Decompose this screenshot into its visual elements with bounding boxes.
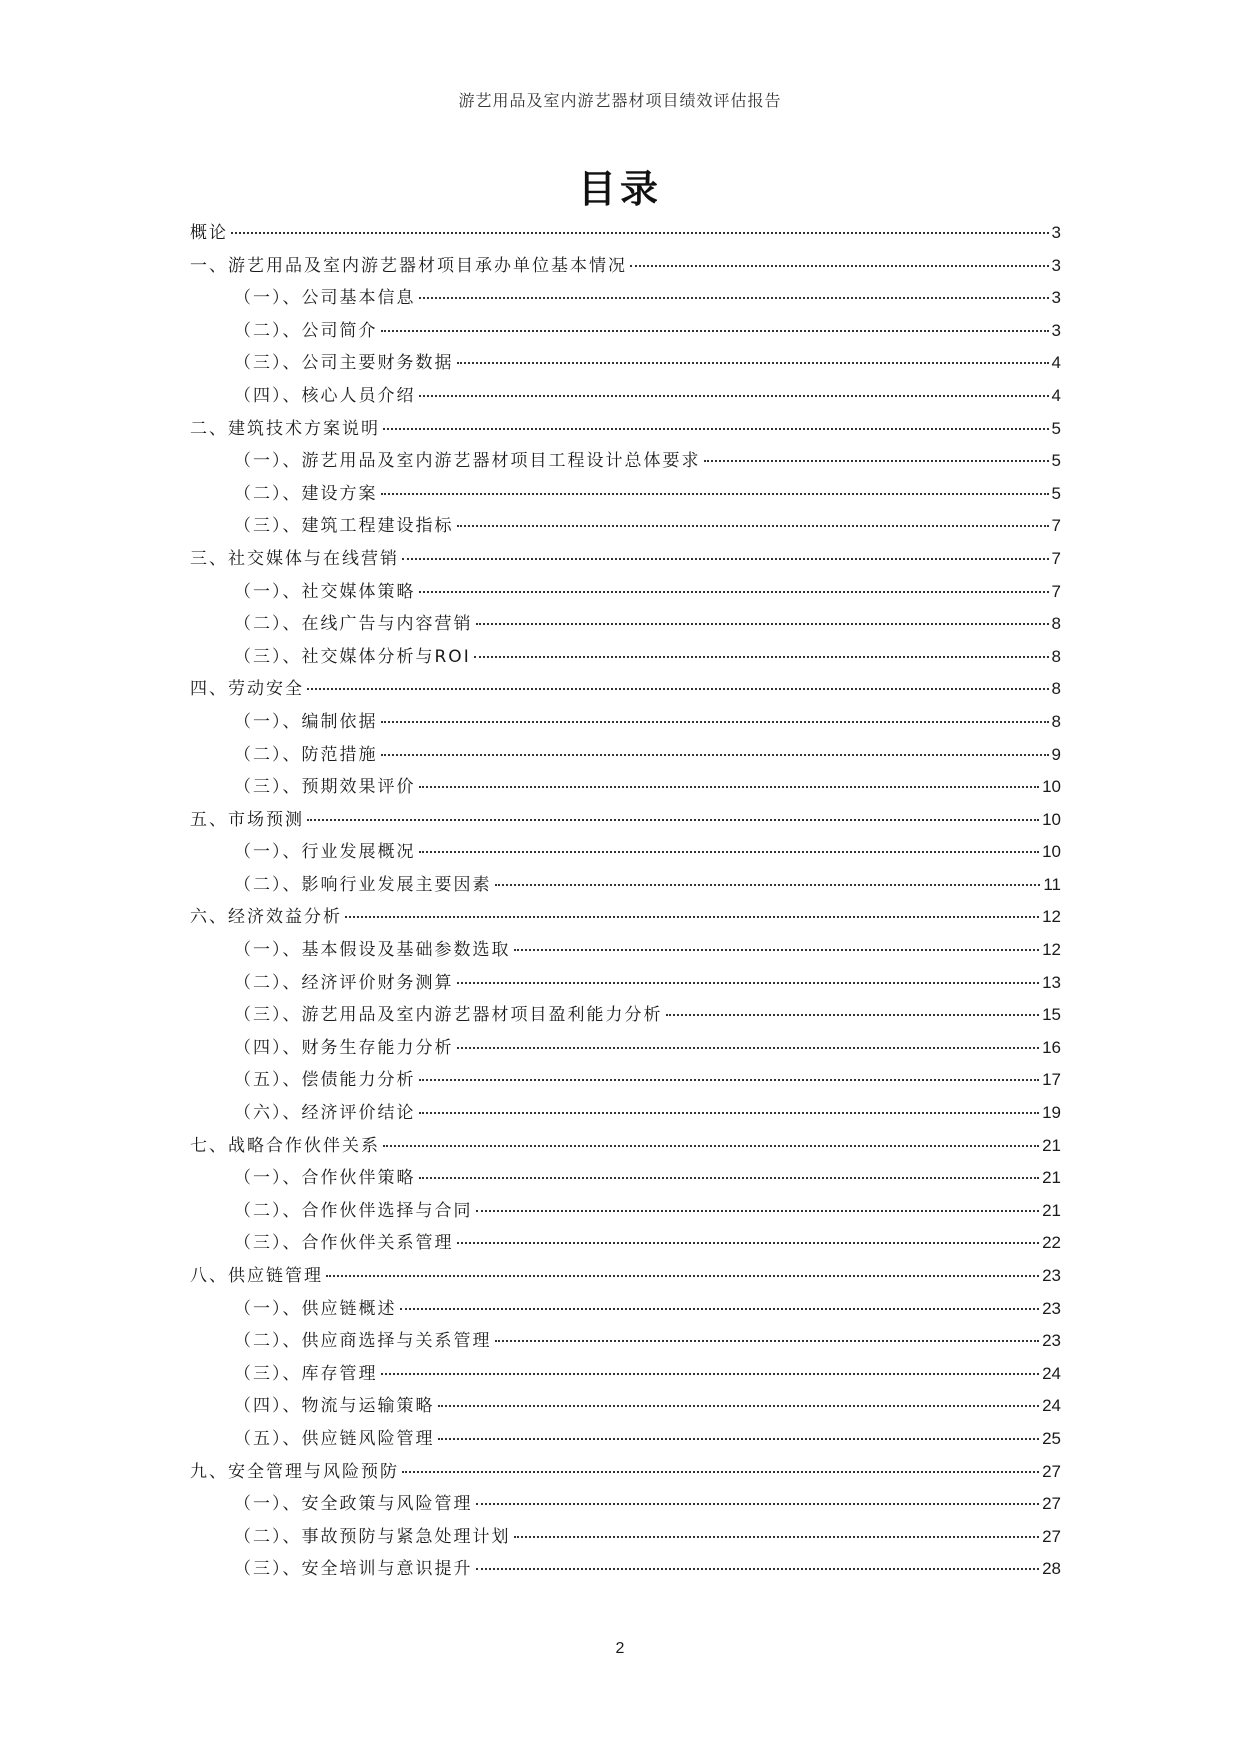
toc-entry-label: （二）、影响行业发展主要因素 bbox=[234, 874, 492, 895]
toc-entry-label: 八、供应链管理 bbox=[190, 1266, 323, 1286]
toc-entry-label: （二）、防范措施 bbox=[234, 744, 378, 765]
dot-leader bbox=[381, 330, 1049, 332]
dot-leader bbox=[326, 1275, 1039, 1277]
toc-entry-page: 5 bbox=[1051, 451, 1061, 471]
toc-entry-label: （三）、公司主要财务数据 bbox=[234, 353, 454, 374]
toc-entry-label: （四）、核心人员介绍 bbox=[234, 385, 416, 406]
toc-entry-label: （一）、安全政策与风险管理 bbox=[234, 1494, 473, 1515]
toc-entry-page: 4 bbox=[1051, 353, 1061, 373]
toc-subentry[interactable] bbox=[190, 1228, 1061, 1261]
toc-entry-page: 17 bbox=[1042, 1070, 1061, 1090]
toc-entry-label: （三）、建筑工程建设指标 bbox=[234, 516, 454, 537]
toc-entry-label: （三）、库存管理 bbox=[234, 1363, 378, 1384]
toc-entry-page: 8 bbox=[1051, 711, 1061, 731]
toc-entry[interactable] bbox=[190, 414, 1061, 447]
dot-leader bbox=[514, 1536, 1040, 1538]
toc-entry-page: 5 bbox=[1051, 418, 1061, 438]
toc-subentry[interactable] bbox=[190, 968, 1061, 1001]
dot-leader bbox=[381, 1373, 1040, 1375]
toc-entry-label: （五）、偿债能力分析 bbox=[234, 1070, 416, 1091]
toc-subentry[interactable] bbox=[190, 446, 1061, 479]
toc-entry-label: （一）、供应链概述 bbox=[234, 1298, 397, 1319]
dot-leader bbox=[438, 1405, 1040, 1407]
toc-entry-page: 7 bbox=[1051, 516, 1061, 536]
toc-entry[interactable] bbox=[190, 218, 1061, 251]
toc-entry-label: （四）、财务生存能力分析 bbox=[234, 1037, 454, 1058]
toc-entry-label: （三）、预期效果评价 bbox=[234, 777, 416, 798]
dot-leader bbox=[476, 623, 1049, 625]
toc-entry-page: 16 bbox=[1042, 1037, 1061, 1057]
toc-entry-page: 13 bbox=[1042, 972, 1061, 992]
dot-leader bbox=[457, 1047, 1040, 1049]
toc-entry-label: （一）、合作伙伴策略 bbox=[234, 1168, 416, 1189]
dot-leader bbox=[383, 428, 1049, 430]
toc-entry[interactable] bbox=[190, 1131, 1061, 1164]
toc-entry-page: 3 bbox=[1051, 288, 1061, 308]
toc-entry-label: （三）、安全培训与意识提升 bbox=[234, 1559, 473, 1580]
toc-entry-label: （二）、在线广告与内容营销 bbox=[234, 614, 473, 635]
toc-entry-label: （一）、社交媒体策略 bbox=[234, 581, 416, 602]
toc-subentry[interactable] bbox=[190, 1000, 1061, 1033]
dot-leader bbox=[704, 460, 1049, 462]
dot-leader bbox=[345, 916, 1039, 918]
toc-entry-page: 12 bbox=[1042, 907, 1061, 927]
dot-leader bbox=[419, 1177, 1040, 1179]
dot-leader bbox=[307, 819, 1039, 821]
toc-entry-page: 10 bbox=[1042, 777, 1061, 797]
toc-entry-label: 五、市场预测 bbox=[190, 809, 304, 830]
toc-entry-page: 22 bbox=[1042, 1233, 1061, 1253]
toc-subentry[interactable] bbox=[190, 348, 1061, 381]
dot-leader bbox=[402, 558, 1049, 560]
dot-leader bbox=[400, 1308, 1040, 1310]
toc-subentry[interactable] bbox=[190, 381, 1061, 414]
toc-subentry[interactable] bbox=[190, 935, 1061, 968]
toc-subentry[interactable] bbox=[190, 1065, 1061, 1098]
toc-entry-page: 27 bbox=[1042, 1461, 1061, 1481]
toc-entry-page: 27 bbox=[1042, 1526, 1061, 1546]
dot-leader bbox=[476, 1568, 1040, 1570]
toc-entry-label: 六、经济效益分析 bbox=[190, 907, 342, 928]
toc-entry-label: （二）、建设方案 bbox=[234, 483, 378, 504]
dot-leader bbox=[495, 884, 1041, 886]
toc-subentry[interactable] bbox=[190, 1554, 1061, 1587]
dot-leader bbox=[476, 1210, 1040, 1212]
dot-leader bbox=[438, 1438, 1040, 1440]
dot-leader bbox=[457, 982, 1040, 984]
toc-entry-page: 27 bbox=[1042, 1494, 1061, 1514]
toc-entry-label: （二）、合作伙伴选择与合同 bbox=[234, 1200, 473, 1221]
table-of-contents bbox=[190, 218, 1061, 1587]
dot-leader bbox=[402, 1471, 1039, 1473]
toc-entry-label: （六）、经济评价结论 bbox=[234, 1103, 416, 1124]
toc-entry-page: 5 bbox=[1051, 483, 1061, 503]
toc-entry-label: （一）、行业发展概况 bbox=[234, 842, 416, 863]
toc-subentry[interactable] bbox=[190, 1359, 1061, 1392]
toc-entry-label: 九、安全管理与风险预防 bbox=[190, 1461, 399, 1482]
toc-subentry[interactable] bbox=[190, 1522, 1061, 1555]
dot-leader bbox=[381, 493, 1049, 495]
toc-entry-page: 21 bbox=[1042, 1200, 1061, 1220]
toc-subentry[interactable] bbox=[190, 772, 1061, 805]
dot-leader bbox=[419, 786, 1040, 788]
toc-entry-label: （三）、合作伙伴关系管理 bbox=[234, 1233, 454, 1254]
toc-entry-page: 8 bbox=[1051, 679, 1061, 699]
toc-entry-label: （二）、供应商选择与关系管理 bbox=[234, 1331, 492, 1352]
toc-entry-page: 23 bbox=[1042, 1331, 1061, 1351]
page-title: 目录 bbox=[577, 166, 662, 211]
toc-subentry[interactable] bbox=[190, 1196, 1061, 1229]
toc-entry[interactable] bbox=[190, 1457, 1061, 1490]
dot-leader bbox=[231, 232, 1049, 234]
toc-entry-label: （三）、游艺用品及室内游艺器材项目盈利能力分析 bbox=[234, 1005, 663, 1026]
toc-entry-label: 四、劳动安全 bbox=[190, 679, 304, 700]
toc-entry-page: 12 bbox=[1042, 940, 1061, 960]
toc-subentry[interactable] bbox=[190, 1424, 1061, 1457]
toc-entry-page: 28 bbox=[1042, 1559, 1061, 1579]
toc-entry[interactable] bbox=[190, 1261, 1061, 1294]
toc-entry-label: （二）、经济评价财务测算 bbox=[234, 972, 454, 993]
toc-entry-page: 24 bbox=[1042, 1363, 1061, 1383]
toc-subentry[interactable] bbox=[190, 707, 1061, 740]
toc-entry-page: 23 bbox=[1042, 1266, 1061, 1285]
toc-entry-label: 二、建筑技术方案说明 bbox=[190, 418, 380, 439]
toc-entry-label: 三、社交媒体与在线营销 bbox=[190, 548, 399, 569]
toc-entry-page: 25 bbox=[1042, 1428, 1061, 1448]
dot-leader bbox=[476, 1503, 1040, 1505]
toc-entry[interactable] bbox=[190, 251, 1061, 284]
toc-entry-page: 8 bbox=[1051, 614, 1061, 634]
toc-subentry[interactable] bbox=[190, 316, 1061, 349]
toc-entry-page: 4 bbox=[1051, 385, 1061, 405]
dot-leader bbox=[419, 1079, 1040, 1081]
dot-leader bbox=[514, 949, 1040, 951]
toc-subentry[interactable] bbox=[190, 1294, 1061, 1327]
toc-entry-page: 7 bbox=[1051, 581, 1061, 601]
toc-entry-label: （一）、编制依据 bbox=[234, 711, 378, 732]
toc-subentry[interactable] bbox=[190, 283, 1061, 316]
toc-entry-label: （一）、公司基本信息 bbox=[234, 288, 416, 309]
toc-subentry[interactable] bbox=[190, 740, 1061, 773]
toc-entry-page: 15 bbox=[1042, 1005, 1061, 1025]
toc-entry-label: （五）、供应链风险管理 bbox=[234, 1428, 435, 1449]
dot-leader bbox=[419, 395, 1049, 397]
toc-entry-label: （四）、物流与运输策略 bbox=[234, 1396, 435, 1417]
toc-entry-label: （三）、社交媒体分析与ROI bbox=[234, 646, 471, 667]
toc-subentry[interactable] bbox=[190, 642, 1061, 675]
toc-entry-page: 21 bbox=[1042, 1135, 1061, 1155]
dot-leader bbox=[383, 1145, 1039, 1147]
dot-leader bbox=[457, 1242, 1040, 1244]
toc-subentry[interactable] bbox=[190, 1326, 1061, 1359]
dot-leader bbox=[419, 297, 1049, 299]
toc-entry-label: （二）、事故预防与紧急处理计划 bbox=[234, 1526, 511, 1547]
toc-entry-page: 10 bbox=[1042, 842, 1061, 862]
toc-entry-page: 24 bbox=[1042, 1396, 1061, 1416]
toc-subentry[interactable] bbox=[190, 1489, 1061, 1522]
toc-entry-page: 8 bbox=[1051, 646, 1061, 666]
dot-leader bbox=[419, 1112, 1040, 1114]
toc-entry[interactable] bbox=[190, 674, 1061, 707]
dot-leader bbox=[381, 721, 1049, 723]
toc-entry-label: 一、游艺用品及室内游艺器材项目承办单位基本情况 bbox=[190, 255, 627, 276]
dot-leader bbox=[474, 656, 1049, 658]
toc-entry-label: 七、战略合作伙伴关系 bbox=[190, 1135, 380, 1156]
toc-subentry[interactable] bbox=[190, 577, 1061, 610]
dot-leader bbox=[457, 362, 1049, 364]
toc-subentry[interactable] bbox=[190, 609, 1061, 642]
toc-entry[interactable] bbox=[190, 544, 1061, 577]
toc-entry-page: 3 bbox=[1051, 255, 1061, 275]
toc-entry-page: 21 bbox=[1042, 1168, 1061, 1188]
dot-leader bbox=[457, 525, 1049, 527]
toc-subentry[interactable] bbox=[190, 1098, 1061, 1131]
toc-entry-page: 19 bbox=[1042, 1103, 1061, 1123]
toc-subentry[interactable] bbox=[190, 1033, 1061, 1066]
dot-leader bbox=[419, 591, 1049, 593]
dot-leader bbox=[381, 754, 1049, 756]
toc-entry-page: 10 bbox=[1042, 809, 1061, 829]
toc-entry-label: （一）、游艺用品及室内游艺器材项目工程设计总体要求 bbox=[234, 451, 701, 472]
dot-leader bbox=[666, 1014, 1040, 1016]
toc-entry-page: 7 bbox=[1051, 548, 1061, 568]
toc-entry[interactable] bbox=[190, 902, 1061, 935]
dot-leader bbox=[419, 851, 1040, 853]
dot-leader bbox=[495, 1340, 1040, 1342]
toc-entry-page: 9 bbox=[1051, 744, 1061, 764]
toc-subentry[interactable] bbox=[190, 479, 1061, 512]
dot-leader bbox=[307, 688, 1049, 690]
toc-subentry[interactable] bbox=[190, 1391, 1061, 1424]
toc-entry[interactable] bbox=[190, 805, 1061, 838]
running-header: 游艺用品及室内游艺器材项目绩效评估报告 bbox=[458, 91, 782, 110]
toc-entry-page: 11 bbox=[1043, 874, 1061, 894]
page-number: 2 bbox=[615, 1640, 625, 1657]
toc-entry-label: 概论 bbox=[190, 223, 228, 243]
toc-entry-label: （一）、基本假设及基础参数选取 bbox=[234, 940, 511, 961]
dot-leader bbox=[630, 265, 1049, 267]
toc-entry-page: 3 bbox=[1051, 223, 1061, 242]
toc-subentry[interactable] bbox=[190, 511, 1061, 544]
toc-entry-label: （二）、公司简介 bbox=[234, 320, 378, 341]
toc-entry-page: 23 bbox=[1042, 1298, 1061, 1318]
toc-entry-page: 3 bbox=[1051, 320, 1061, 340]
toc-subentry[interactable] bbox=[190, 1163, 1061, 1196]
toc-subentry[interactable] bbox=[190, 870, 1061, 903]
toc-subentry[interactable] bbox=[190, 837, 1061, 870]
